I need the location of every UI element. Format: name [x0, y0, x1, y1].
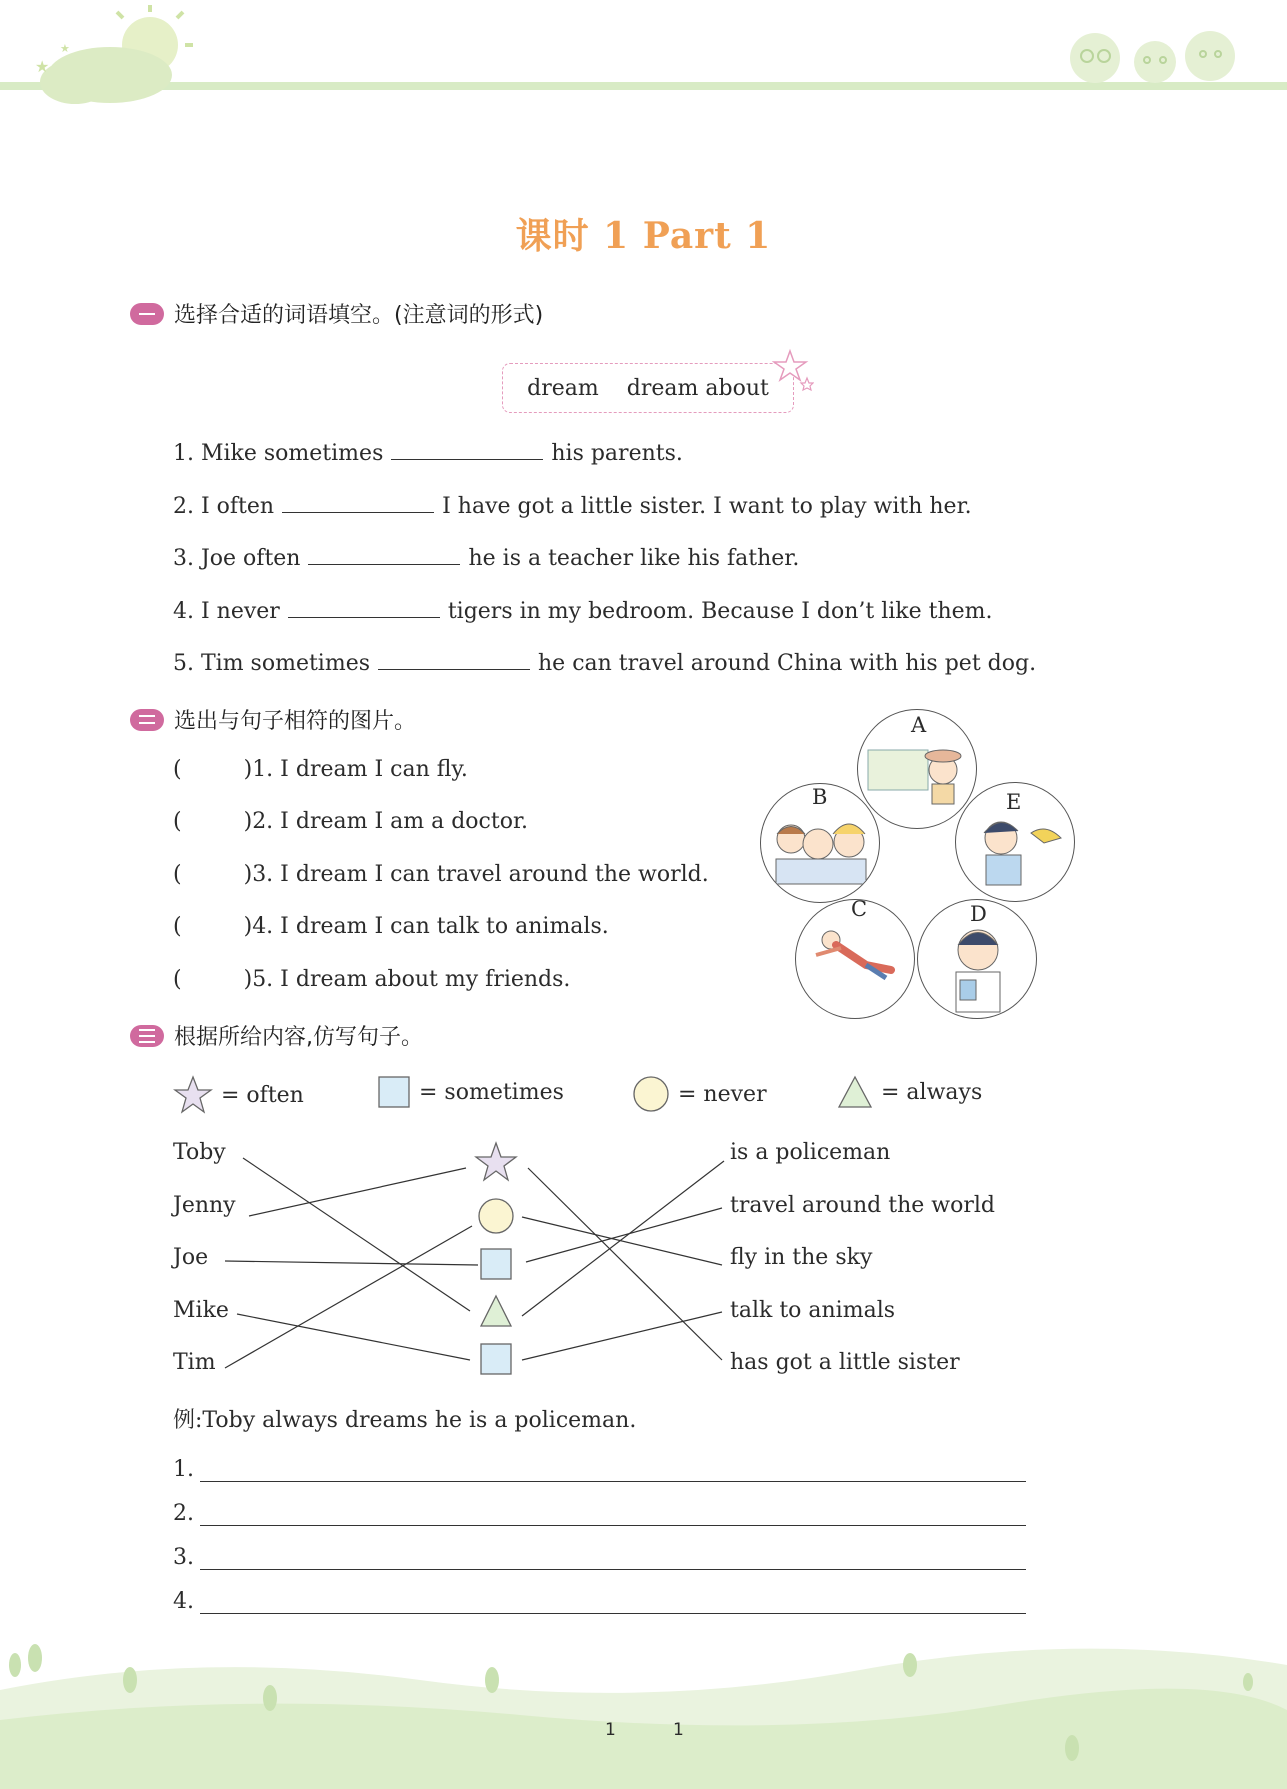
item-text-after: he is a teacher like his father. — [468, 546, 800, 571]
picture-label-a: A — [911, 713, 927, 737]
item-text-before: 3. Joe often — [173, 546, 301, 571]
fill-blank-item — [173, 599, 993, 624]
section1-heading — [130, 298, 543, 329]
link-line — [522, 1161, 724, 1316]
section3-heading-text: 根据所给内容,仿写句子。 — [174, 1025, 423, 1050]
fill-blank-item — [173, 546, 799, 571]
answer-paren-close: ) — [243, 809, 253, 834]
phrase-travel: travel around the world — [730, 1193, 995, 1218]
answer-paren-close: ) — [243, 967, 253, 992]
phrase-talk: talk to animals — [730, 1298, 896, 1323]
match-picture-item — [173, 757, 468, 782]
hills-decoration — [0, 1630, 1287, 1789]
item-text-after: tigers in my bedroom. Because I don’t like them. — [447, 599, 993, 624]
svg-text:★: ★ — [60, 42, 70, 55]
word-option: dream about — [626, 375, 769, 401]
link-line — [522, 1312, 722, 1360]
link-line — [237, 1314, 470, 1360]
square-icon — [481, 1344, 511, 1374]
link-line — [225, 1261, 478, 1265]
item-text: 3. I dream I can travel around the world. — [252, 862, 709, 887]
legend-label: = often — [221, 1082, 304, 1108]
triangle-icon — [837, 1075, 873, 1109]
example-sentence: 例:Toby always dreams he is a policeman. — [173, 1408, 637, 1433]
link-line — [522, 1217, 722, 1265]
word-option: dream — [527, 375, 599, 401]
link-line — [225, 1226, 472, 1368]
item-text: 2. I dream I am a doctor. — [252, 809, 529, 834]
section1-heading-text: 选择合适的词语填空。(注意词的形式) — [174, 303, 544, 328]
answer-blank[interactable] — [308, 546, 460, 565]
star-icon — [173, 1075, 213, 1115]
answer-paren-close: ) — [243, 757, 253, 782]
circle-icon — [479, 1199, 513, 1233]
link-line — [249, 1168, 466, 1216]
page-number-left: 1 — [605, 1720, 616, 1740]
match-picture-item — [173, 809, 528, 834]
item-text-before: 5. Tim sometimes — [173, 651, 371, 676]
section2-heading-text: 选出与句子相符的图片。 — [174, 709, 417, 734]
legend-label: = never — [678, 1081, 767, 1107]
phrase-policeman: is a policeman — [730, 1140, 891, 1165]
name-mike: Mike — [173, 1298, 229, 1323]
write-line[interactable] — [200, 1525, 1026, 1526]
circle-icon — [632, 1075, 670, 1113]
legend-often — [173, 1075, 304, 1115]
section3-heading — [130, 1020, 423, 1051]
answer-blank[interactable] — [391, 441, 543, 460]
picture-label-e: E — [1006, 790, 1022, 814]
answer-paren-open[interactable]: ( — [173, 757, 182, 782]
write-line-number: 3. — [173, 1545, 194, 1570]
answer-paren-close: ) — [243, 862, 253, 887]
answer-blank[interactable] — [282, 494, 434, 513]
match-picture-item — [173, 967, 570, 992]
link-line — [528, 1168, 722, 1360]
answer-paren-open[interactable]: ( — [173, 967, 182, 992]
link-line — [526, 1208, 722, 1262]
section-number-badge — [130, 709, 164, 731]
section2-heading — [130, 704, 416, 735]
write-line-number: 2. — [173, 1501, 194, 1526]
answer-blank[interactable] — [378, 651, 530, 670]
name-joe: Joe — [173, 1245, 209, 1270]
phrase-fly: fly in the sky — [730, 1245, 873, 1270]
link-line — [243, 1158, 470, 1311]
answer-blank[interactable] — [288, 599, 440, 618]
item-text-after: he can travel around China with his pet dog. — [538, 651, 1037, 676]
write-line-number: 4. — [173, 1589, 194, 1614]
name-toby: Toby — [173, 1140, 226, 1165]
name-tim: Tim — [173, 1350, 216, 1375]
write-line[interactable] — [200, 1613, 1026, 1614]
answer-paren-close: ) — [243, 914, 253, 939]
write-line-number: 1. — [173, 1457, 194, 1482]
picture-label-b: B — [812, 785, 828, 809]
picture-label-d: D — [970, 902, 987, 926]
cloud-sun-decoration — [0, 0, 200, 115]
section-number-badge — [130, 1025, 164, 1047]
match-picture-item — [173, 914, 609, 939]
item-text-before: 2. I often — [173, 494, 275, 519]
item-text-before: 4. I never — [173, 599, 280, 624]
write-line[interactable] — [200, 1569, 1026, 1570]
page-title: 课时 1 Part 1 — [515, 215, 772, 257]
answer-paren-open[interactable]: ( — [173, 809, 182, 834]
legend-label: = always — [881, 1079, 983, 1105]
word-box — [502, 363, 794, 413]
animal-faces-decoration — [1055, 20, 1255, 85]
legend-sometimes — [377, 1075, 564, 1109]
section-number-badge — [130, 303, 164, 325]
fill-blank-item — [173, 441, 683, 466]
phrase-sister: has got a little sister — [730, 1350, 960, 1375]
square-icon — [377, 1075, 411, 1109]
star-icon — [476, 1143, 516, 1180]
triangle-icon — [481, 1296, 511, 1326]
fill-blank-item — [173, 651, 1036, 676]
match-picture-item — [173, 862, 709, 887]
item-text: 1. I dream I can fly. — [252, 757, 468, 782]
legend-label: = sometimes — [419, 1079, 564, 1105]
answer-paren-open[interactable]: ( — [173, 862, 182, 887]
item-text-after: his parents. — [551, 441, 683, 466]
write-line[interactable] — [200, 1481, 1026, 1482]
name-jenny: Jenny — [173, 1193, 236, 1218]
page-number-right: 1 — [673, 1720, 684, 1740]
svg-text:★: ★ — [35, 57, 50, 76]
square-icon — [481, 1249, 511, 1279]
picture-label-c: C — [851, 897, 868, 921]
fill-blank-item — [173, 494, 972, 519]
item-text: 4. I dream I can talk to animals. — [252, 914, 609, 939]
item-text: 5. I dream about my friends. — [252, 967, 571, 992]
answer-paren-open[interactable]: ( — [173, 914, 182, 939]
item-text-before: 1. Mike sometimes — [173, 441, 384, 466]
legend-never — [632, 1075, 767, 1113]
legend-always — [837, 1075, 982, 1109]
star-icon — [772, 348, 814, 393]
item-text-after: I have got a little sister. I want to play with her. — [442, 494, 972, 519]
